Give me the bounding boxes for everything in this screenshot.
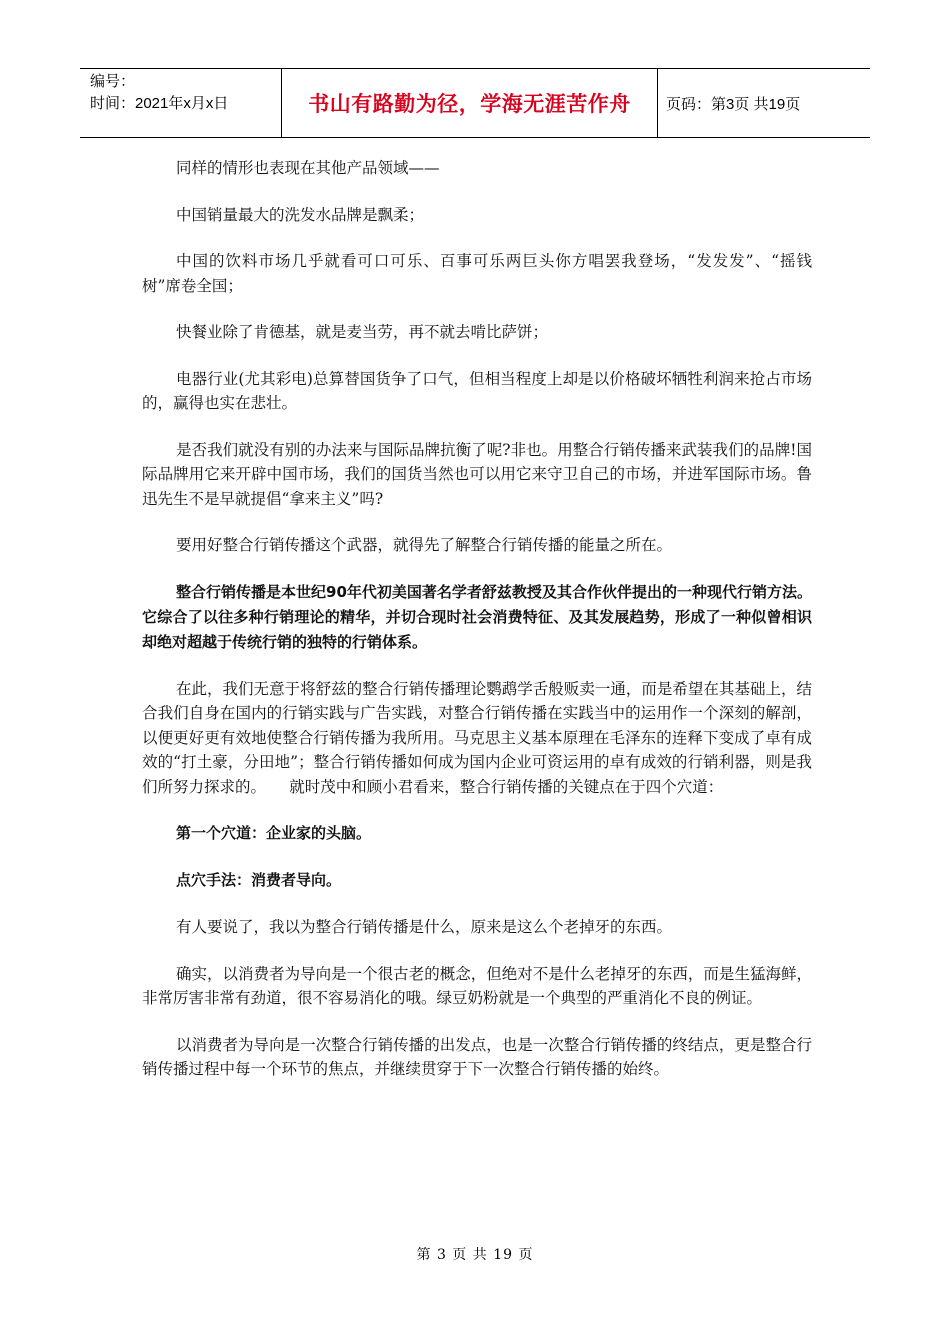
- paragraph: 有人要说了，我以为整合行销传播是什么，原来是这么个老掉牙的东西。: [176, 918, 673, 936]
- paragraph: 同样的情形也表现在其他产品领域——: [176, 159, 440, 177]
- paragraph: 是否我们就没有别的办法来与国际品牌抗衡了呢?非也。用整合行销传播来武装我们的品牌!国际品牌用它来开辟中国市场，我们的国货当然也可以用它来守卫自己的市场，并进军国际市场。鲁迅先生不是早就提倡“拿来主义”吗?: [142, 440, 812, 508]
- bold-paragraph: 整合行销传播是本世纪90年代初美国著名学者舒兹教授及其合作伙伴提出的一种现代行销方法。它综合了以往多种行销理论的精华，并切合现时社会消费特征、及其发展趋势，形成了一种似曾相识却绝对超越于传统行销的独特的行销体系。: [142, 582, 812, 651]
- time-label: 时间：2021年x月x日: [90, 95, 229, 112]
- number-label: 编号：: [90, 73, 136, 90]
- page-footer: 第 3 页 共 19 页: [416, 1247, 534, 1263]
- document-body: [142, 156, 812, 1104]
- paragraph: 电器行业(尤其彩电)总算替国货争了口气，但相当程度上却是以价格破坏牺牲利润来抢占市场的，赢得也实在悲壮。: [142, 369, 812, 412]
- paragraph: 中国的饮料市场几乎就看可口可乐、百事可乐两巨头你方唱罢我登场，“发发发”、“摇钱树”席卷全国；: [142, 252, 812, 295]
- paragraph: 要用好整合行销传播这个武器，就得先了解整合行销传播的能量之所在。: [176, 536, 673, 554]
- paragraph: 以消费者为导向是一次整合行销传播的出发点，也是一次整合行销传播的终结点，更是整合行销传播过程中每一个环节的焦点，并继续贯穿于下一次整合行销传播的始终。: [142, 1035, 812, 1078]
- paragraph: 确实，以消费者为导向是一个很古老的概念，但绝对不是什么老掉牙的东西，而是生猛海鲜，非常厉害非常有劲道，很不容易消化的哦。绿豆奶粉就是一个典型的严重消化不良的例证。: [142, 964, 812, 1007]
- paragraph: 快餐业除了肯德基，就是麦当劳，再不就去啃比萨饼；: [176, 323, 549, 341]
- header-page-info: 页码：第3页 共19页: [666, 95, 801, 113]
- header-motto: 书山有路勤为径，学海无涯苦作舟: [282, 69, 658, 137]
- paragraph: 在此，我们无意于将舒兹的整合行销传播理论鹦鹉学舌般贩卖一通，而是希望在其基础上，结合我们自身在国内的行销实践与广告实践，对整合行销传播在实践当中的运用作一个深刻的解剖，以便更好更有效地使整合行销传播为我所用。马克思主义基本原理在毛泽东的连释下变成了卓有成效的“打土豪，分田地”；整合行销传播如何成为国内企业可资运用的卓有成效的行销利器，则是我们所努力探求的。 就时茂中和顾小君看来，整合行销传播的关键点在于四个穴道：: [142, 679, 812, 796]
- section-heading: 第一个穴道：企业家的头脑。: [176, 824, 372, 842]
- paragraph: 中国销量最大的洗发水品牌是飘柔；: [176, 205, 425, 224]
- header-meta: [80, 69, 282, 137]
- document-header: [80, 68, 870, 138]
- section-subheading: 点穴手法：消费者导向。: [176, 871, 342, 889]
